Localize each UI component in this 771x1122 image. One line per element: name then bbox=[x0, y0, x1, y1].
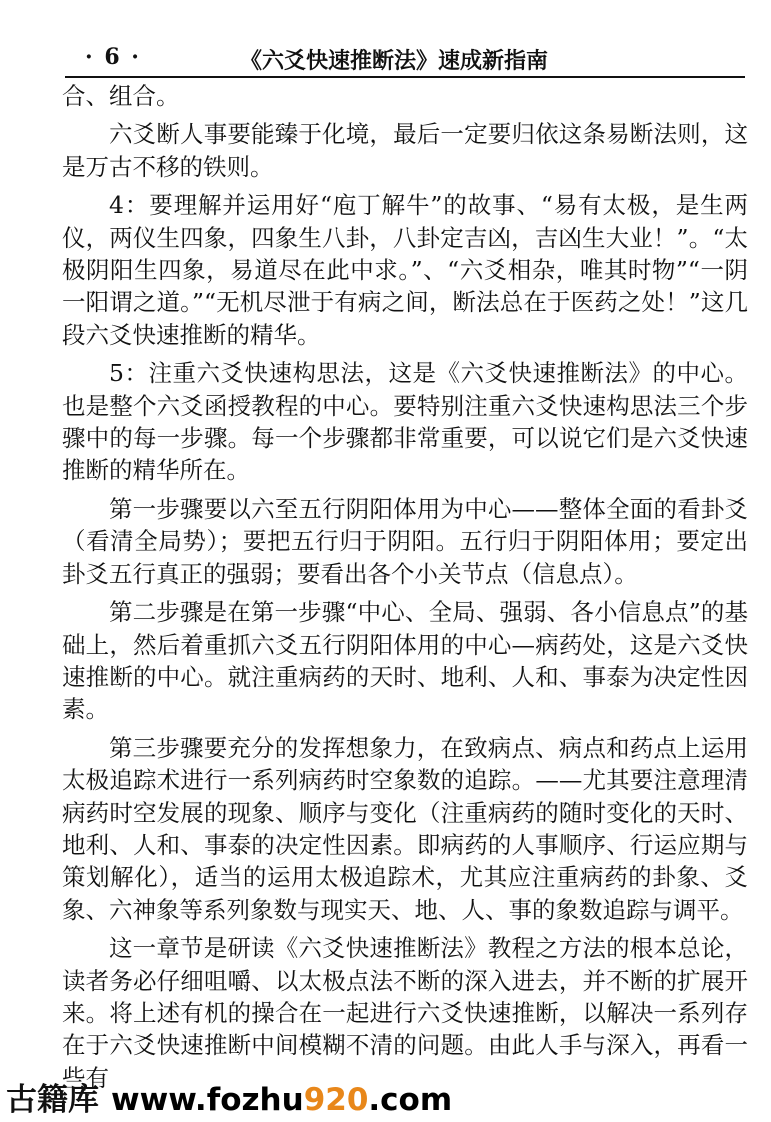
paragraph: 4：要理解并运用好“庖丁解牛”的故事、“易有太极，是生两仪，两仪生四象，四象生八卦，八卦定吉凶，吉凶生大业！”。“太极阴阳生四象，易道尽在此中求。”、“六爻相杂，唯其时物”“一阴一阳谓之道。”“无机尽泄于有病之间，断法总在于医药之处！”这几段六爻快速推断的精华。 bbox=[62, 191, 748, 349]
watermark-url bbox=[111, 1082, 452, 1118]
paragraph: 第三步骤要充分的发挥想象力，在致病点、病点和药点上运用太极追踪术进行一系列病药时空象数的追踪。——尤其要注意理清病药时空发展的现象、顺序与变化（注重病药的随时变化的天时、地利、人和、事泰的决定性因素。即病药的人事顺序、行运应期与策划解化），适当的运用太极追踪术，尤其应注重病药的卦象、爻象、六神象等系列象数与现实天、地、人、事的象数追踪与调平。 bbox=[62, 733, 748, 924]
paragraph: 第二步骤是在第一步骤“中心、全局、强弱、各小信息点”的基础上，然后着重抓六爻五行阴阳体用的中心—病药处，这是六爻快速推断的中心。就注重病药的天时、地利、人和、事泰为决定性因素。 bbox=[62, 598, 748, 724]
paragraph: 第一步骤要以六至五行阴阳体用为中心——整体全面的看卦爻（看清全局势）；要把五行归于阴阳。五行归于阴阳体用；要定出卦爻五行真正的强弱；要看出各个小关节点（信息点）。 bbox=[62, 494, 748, 588]
paragraph: 这一章节是研读《六爻快速推断法》教程之方法的根本总论，读者务必仔细咀嚼、以太极点法不断的深入进去，并不断的扩展开来。将上述有机的操合在一起进行六爻快速推断，以解决一系列存在于六爻快速推断中间模糊不清的问题。由此人手与深入，再看一些有 bbox=[62, 934, 748, 1092]
paragraph: 六爻断人事要能臻于化境，最后一定要归依这条易断法则，这是万古不移的铁则。 bbox=[62, 120, 748, 181]
watermark-url-prefix: www.fozhu bbox=[111, 1082, 304, 1118]
page-header bbox=[65, 42, 745, 78]
running-title: 《六爻快速推断法》速成新指南 bbox=[240, 49, 549, 74]
body-text bbox=[62, 80, 748, 1100]
paragraph: 5：注重六爻快速构思法，这是《六爻快速推断法》的中心。也是整个六爻函授教程的中心。要特别注重六爻快速构思法三个步骤中的每一步骤。每一个步骤都非常重要，可以说它们是六爻快速推断的精华所在。 bbox=[62, 359, 748, 485]
watermark-site-name: 古籍库 bbox=[6, 1082, 99, 1118]
page-number: · 6 · bbox=[85, 44, 141, 70]
watermark-url-number: 920 bbox=[303, 1082, 369, 1118]
paragraph: 合、组合。 bbox=[62, 82, 180, 110]
watermark bbox=[6, 1074, 452, 1119]
watermark-url-suffix: .com bbox=[368, 1082, 453, 1118]
